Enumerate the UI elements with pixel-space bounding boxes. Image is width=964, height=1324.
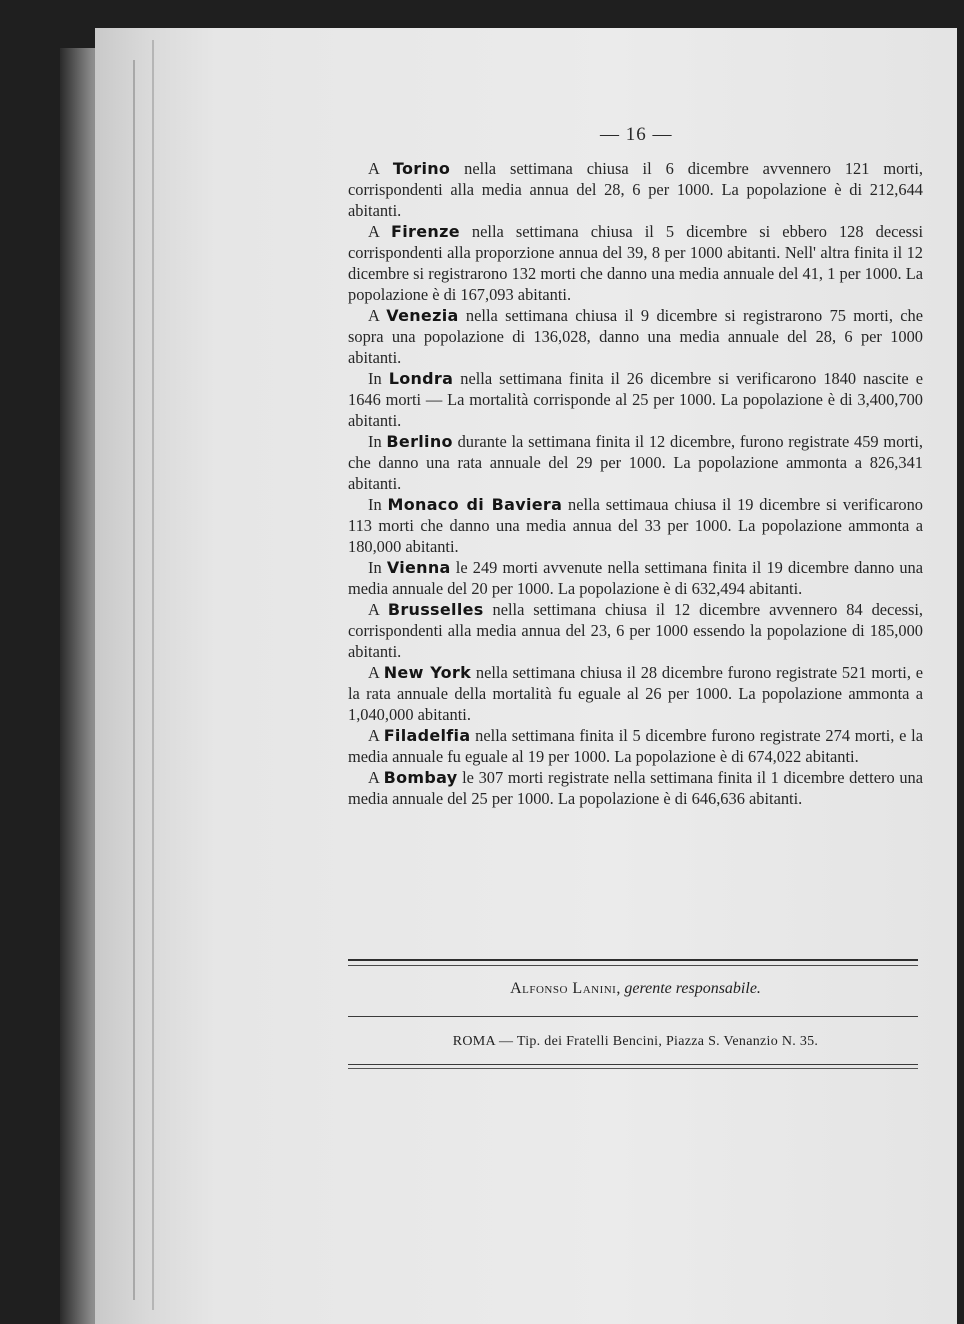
paragraph-londra: In Londra nella settimana finita il 26 dicembre si verificarono 1840 nascite e 1646 morti — La mortalità corrisponde al 25 per 1000. La popolazione è di 3,400,700 abitanti.: [348, 369, 923, 430]
paragraph-bombay: A Bombay le 307 morti registrate nella settimana finita il 1 dicembre dettero una media annuale del 25 per 1000. La popolazione è di 646,636 abitanti.: [348, 768, 923, 808]
divider-rule: [348, 1064, 918, 1065]
divider-rule: [348, 1068, 918, 1069]
paragraph-torino: A Torino nella settimana chiusa il 6 dicembre avvennero 121 morti, corrispondenti alla media annua del 28, 6 per 1000. La popolazione è di 212,644 abitanti.: [348, 159, 924, 220]
city-name: Venezia: [386, 306, 459, 325]
paragraph-filadelfia: A Filadelfia nella settimana finita il 5 dicembre furono registrate 274 morti, e la media annuale fu eguale al 19 per 1000. La popolazione è di 674,022 abitanti.: [348, 726, 923, 766]
signature-role: gerente responsabile.: [624, 980, 761, 997]
city-name: Filadelfia: [383, 726, 471, 745]
signature-line: Alfonso Lanini, gerente responsabile.: [510, 980, 761, 997]
printer-imprint: ROMA — Tip. dei Fratelli Bencini, Piazza S. Venanzio N. 35.: [452, 1034, 819, 1049]
statistics-text: [348, 158, 923, 809]
city-name: Londra: [388, 369, 454, 388]
signature-name: Alfonso Lanini: [510, 980, 617, 997]
paragraph-firenze: A Firenze nella settimana chiusa il 5 dicembre si ebbero 128 decessi corrispondenti alla proporzione annua del 39, 8 per 1000 abitanti. Nell' altra finita il 12 dicembre si registrarono 132 morti che danno una media annuale del 41, 1 per 1000. La popolazione è di 167,093 abitanti.: [348, 222, 923, 304]
city-name: Vienna: [386, 558, 451, 577]
city-name: Brusselles: [387, 600, 484, 619]
page-fold-line: [152, 40, 154, 1310]
paragraph-brusselles: A Brusselles nella settimana chiusa il 12 dicembre avvennero 84 decessi, corrispondenti alla media annua del 23, 6 per 1000 essendo la popolazione di 185,000 abitanti.: [348, 600, 923, 661]
city-name: Bombay: [383, 768, 458, 787]
city-name: Monaco di Baviera: [387, 495, 563, 514]
page-fold-line: [133, 60, 135, 1300]
divider-rule: [348, 959, 918, 961]
city-name: Torino: [392, 159, 451, 178]
city-name: Firenze: [391, 222, 460, 241]
page-number: — 16 —: [600, 124, 673, 145]
city-name: New York: [383, 663, 472, 682]
paragraph-berlino: In Berlino durante la settimana finita il 12 dicembre, furono registrate 459 morti, che danno una rata annuale del 29 per 1000. La popolazione ammonta a 826,341 abitanti.: [348, 432, 923, 493]
divider-rule: [348, 1016, 918, 1017]
paragraph-venezia: A Venezia nella settimana chiusa il 9 dicembre si registrarono 75 morti, che sopra una popolazione di 136,028, danno una media annuale del 28, 6 per 1000 abitanti.: [348, 306, 923, 367]
paragraph-new-york: A New York nella settimana chiusa il 28 dicembre furono registrate 521 morti, e la rata annuale della mortalità fu eguale al 26 per 1000. La popolazione ammonta a 1,040,000 abitanti.: [348, 663, 924, 724]
divider-rule: [348, 965, 918, 966]
city-name: Berlino: [386, 432, 453, 451]
paragraph-vienna: In Vienna le 249 morti avvenute nella settimana finita il 19 dicembre danno una media annuale del 20 per 1000. La popolazione è di 632,494 abitanti.: [348, 558, 923, 598]
paragraph-monaco: In Monaco di Baviera nella settimaua chiusa il 19 dicembre si verificarono 113 morti che danno una media annua del 33 per 1000. La popolazione ammonta a 180,000 abitanti.: [348, 495, 923, 556]
